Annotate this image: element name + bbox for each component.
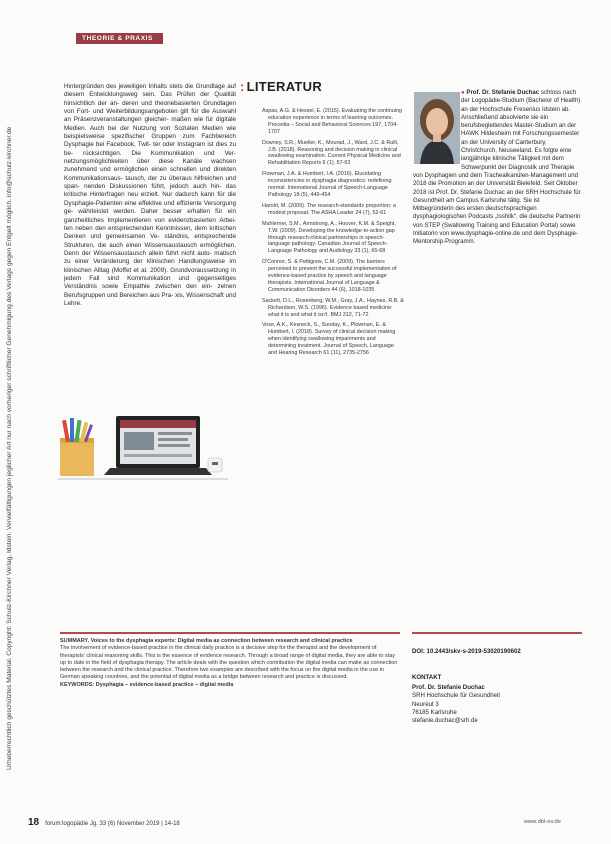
bullet-marker-icon: : — [240, 79, 245, 94]
keywords: KEYWORDS: Dysphagia – evidence-based practice – digital media — [60, 681, 234, 688]
contact-email: stefanie.duchac@srh.de — [412, 717, 478, 725]
reference-item: Vose, A.K., Kesneck, S., Sunday, K., Plowman, E. & Humbert, I. (2018). Survey of clinical decision making when identifying swallowing impairments and determining treatment. Journal of Speech, Language and Hearing Research 61 (11), 2735-2756 — [262, 322, 396, 357]
copyright-sidebar — [4, 60, 26, 770]
bullet-marker-icon: ● — [461, 89, 467, 96]
section-rubric: THEORIE & PRAXIS — [76, 33, 163, 44]
contact-line: 76185 Karlsruhe — [412, 708, 457, 716]
author-name: Prof. Dr. Stefanie Duchac — [466, 89, 540, 96]
contact-block — [412, 684, 500, 725]
contact-line: SRH Hochschule für Gesundheit — [412, 692, 501, 700]
summary-box — [60, 638, 400, 689]
journal-info: forum:logopädie Jg. 33 (6) November 2019 | 14-18 — [45, 821, 180, 827]
contact-line: Neureut 3 — [412, 700, 439, 708]
author-bio — [413, 89, 581, 247]
contact-heading: KONTAKT — [412, 674, 442, 681]
website-footer: www.dbl-ev.de — [523, 819, 561, 825]
reference-list — [262, 108, 404, 361]
reference-item: O'Connor, S. & Pettigrew, C.M. (2009). The barriers perceived to prevent the successful implementation of evidence-based practice by speech and language therapists. International Journal of Language & Communication Disorders 44 (6), 1018-1035 — [262, 259, 397, 293]
doi-label: DOI: 10.2443/skv-s-2019-53020190602 — [412, 648, 521, 655]
reference-item: Mahlerner, S.M., Armstrong, A., Hoover, K.M. & Speight, T.W. (2009). Developing the knowledge-to-action gap through research-clinical partnerships in speech-language pathology. Canadian Journal of Speech-Language Pathology and Audiology 33 (1), 65-68 — [262, 220, 396, 255]
body-column — [64, 83, 236, 308]
laptop-illustration — [58, 410, 228, 486]
literature-heading — [240, 79, 322, 94]
reference-item: Harold, M. (2009). The research-standards proportion: a modest proposal. The ASHA Leader 24 (7), 52-61 — [262, 202, 396, 216]
copyright-notice: Urheberrechtlich geschütztes Material. Copyright: Schulz-Kirchner Verlag, Idstein. Vervielfältigungen jeglicher Art nur nach vorheriger schriftlicher Genehmigung des Verlags gegen Entgelt möglich. info@schulz-kirchner.de — [6, 126, 13, 770]
body-paragraph: Hintergründen des jeweiligen Inhalts stets die Grundlage auf diesem Entwicklungsweg sein. Das Prüfen der Qualität hinsichtlich der an- deren und theoriebasierten Grundlagen von Fort- und Weiterbildungsangeboten gilt für die Auswahl an Präsenzveranstaltungen gleicher- maßen wie für digitale Medien. Auch bei der Nutzung von Sozialen Medien wie beispielsweise spezifischer Gruppen zum Fachbereich Dysphagie bei Facebook, Twit- ter oder Instagram ist dies zu be- rücksichtigen. Die Kommunikation und Ver- netzungsmöglichkeiten über diese Kanäle wachsen zunehmend und ermöglichen einen schnellen und direkten Kommunikationsaus- tausch, der zu überaus hilfreichen und span- nenden Diskussionen führt, jedoch auch hin- das kritische Hinterfragen neu erzielt. Nur dadurch kann für die Dysphagie-Patienten eine effektive und effiziente Versorgung ge- währleistet werden. Daher besser erhalten für ein ganzheitliches Implementieren von evidenzbasierten Arbei- ten neben den entsprechenden Kenntnissen, dem kritischen Denken und gemeinsamen Ve- ständnis, entsprechende Strukturen, die auch einen Wissensaustausch ermöglichen. Denn der Wissensaustausch allein führt nicht auto- matisch zu einer Veränderung der klinischen Handlungsweise im klinischen Alltag (Moffet et al. 2009). Grundvoraussetzung in jedem Fall sind Kommunikation und gegenseitiges Verständnis sowie Empathie zwischen den ein- zelnen Berufsgruppen und Bereichen aus Pra- xis, Wissenschaft und Lehre. — [64, 83, 236, 307]
literature-heading-text: LITERATUR — [246, 79, 323, 94]
contact-name: Prof. Dr. Stefanie Duchac — [412, 684, 485, 691]
summary-text: The involvement of evidence-based practice in the clinical daily practice is a decisive step for the therapist and the development of therapists' clinical reasoning skills. This is the essence of evidence research. Through a broad range of digital media, they are able to stay up to date in the field of dysphagia therapy. The article deals with the question which contribution the digital media can make as connection between the research and the clinical practice. Therefore two examples are described with the focus on the digital media in the use in German speaking countries, and the potential of digital media as a bridge between research and practice is discussed. — [60, 645, 398, 681]
author-bio-text: schloss nach der Logopädie-Studium (Bachelor of Health) an der Hochschule Fresenius Idstein ab. Anschließend absolvierte sie ein berufsbegleitendes Master-Studium an der HAWK Hildesheim mit Forschungssemester an der University of Canterbury, Christchurch, Neuseeland. Es folgte eine langjährige klinische Tätigkeit mit dem Schwerpunkt der Diagnostik und Therapie von Dysphagien und dem Trachealkanülen-Management und 2018 die Promotion an der Universität Bielefeld. Seit Oktober 2018 ist Prof. Dr. Stefanie Duchac an der SRH Hochschule für Gesundheit am Campus Karlsruhe tätig. Sie ist Mitbegründerin des ersten deutschsprachigen dysphagiologischen Podcasts „Isshilk“, die deutsche Partnerin von STEP (Swallowing Training and Education Portal) sowie Initiatorin von www.dysphagie-online.de und dem Dysphagie-Mentorship-Programm. — [413, 89, 581, 246]
summary-title: SUMMARY. Voices to the dysphagia experts: Digital media as connection between research and clinical practice — [60, 638, 353, 644]
reference-item: Aspas, A.G. & Hessel, E. (2015). Evaluating the continuing education experience in terms of learning outcomes. Procedia – Social and Behavioral Sciences 197, 1704-1707 — [262, 108, 402, 135]
divider — [412, 632, 582, 634]
reference-item: Flowman, J.A. & Humbert, I.A. (2016). Elucidating inconsistencies in dysphagia diagnostics: redefining normal. International Journal of Speech-Language Pathology 18 (5), 449-454 — [262, 171, 392, 198]
reference-item: Sackett, D.L., Rosenberg, W.M., Gray, J.A., Haynes, R.B. & Richardson, W.S. (1996). Evidence based medicine: what it is and what it isn't. BMJ 312, 71-72 — [262, 297, 404, 318]
page-footer — [28, 817, 180, 828]
page-number: 18 — [28, 817, 40, 828]
divider — [60, 632, 400, 634]
reference-item: Downey, S.R., Mueller, K., Mourad, J., Ward, J.C. & Rulli, J.B. (2018). Reasoning and decision making in clinical swallowing examination. Current Physical Medicine and Rehabilitation Reports 6 (1), 57-63 — [262, 139, 401, 167]
